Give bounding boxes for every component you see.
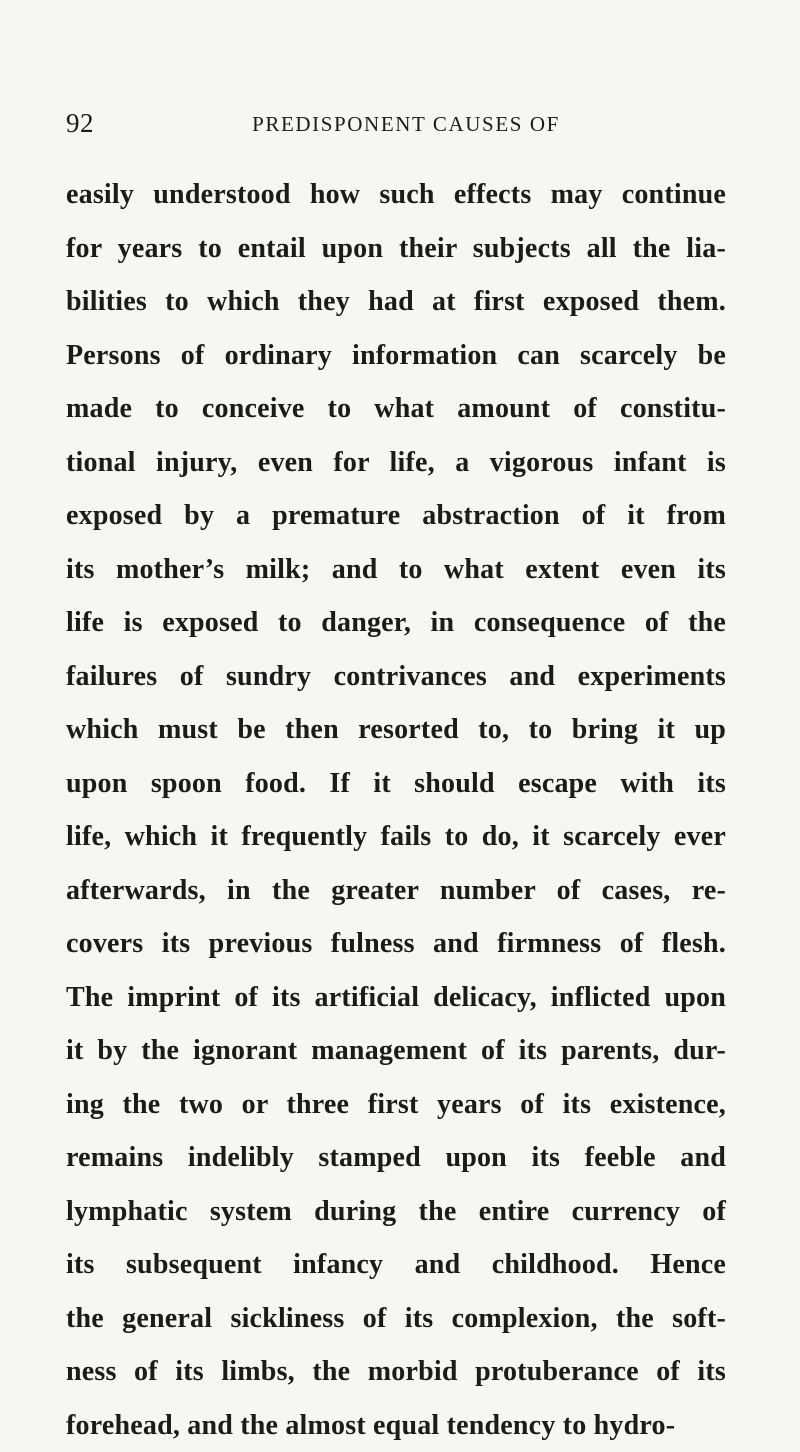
text-line: upon spoon food. If it should escape with its	[66, 757, 726, 811]
text-line: lymphatic system during the entire currency of	[66, 1185, 726, 1239]
text-line: easily understood how such effects may continue	[66, 168, 726, 222]
text-line: Persons of ordinary information can scarcely be	[66, 329, 726, 383]
page-number: 92	[66, 108, 94, 139]
text-line: forehead, and the almost equal tendency to hydro-	[66, 1399, 726, 1452]
text-line: for years to entail upon their subjects all the lia-	[66, 222, 726, 276]
text-line: The imprint of its artificial delicacy, inflicted upon	[66, 971, 726, 1025]
text-line: its mother’s milk; and to what extent even its	[66, 543, 726, 597]
text-line: which must be then resorted to, to bring it up	[66, 703, 726, 757]
text-line: bilities to which they had at first exposed them.	[66, 275, 726, 329]
text-line: the general sickliness of its complexion, the soft-	[66, 1292, 726, 1346]
text-line: life is exposed to danger, in consequence of the	[66, 596, 726, 650]
text-line: its subsequent infancy and childhood. Hence	[66, 1238, 726, 1292]
text-line: ing the two or three first years of its existence,	[66, 1078, 726, 1132]
text-line: exposed by a premature abstraction of it from	[66, 489, 726, 543]
body-text	[66, 168, 726, 1452]
text-line: remains indelibly stamped upon its feeble and	[66, 1131, 726, 1185]
text-line: ness of its limbs, the morbid protuberance of its	[66, 1345, 726, 1399]
text-line: life, which it frequently fails to do, it scarcely ever	[66, 810, 726, 864]
text-line: made to conceive to what amount of constitu-	[66, 382, 726, 436]
text-line: tional injury, even for life, a vigorous infant is	[66, 436, 726, 490]
text-line: it by the ignorant management of its parents, dur-	[66, 1024, 726, 1078]
running-title: PREDISPONENT CAUSES OF	[66, 112, 726, 137]
text-line: covers its previous fulness and firmness of flesh.	[66, 917, 726, 971]
running-head	[66, 108, 726, 148]
text-line: afterwards, in the greater number of cases, re-	[66, 864, 726, 918]
text-line: failures of sundry contrivances and experiments	[66, 650, 726, 704]
